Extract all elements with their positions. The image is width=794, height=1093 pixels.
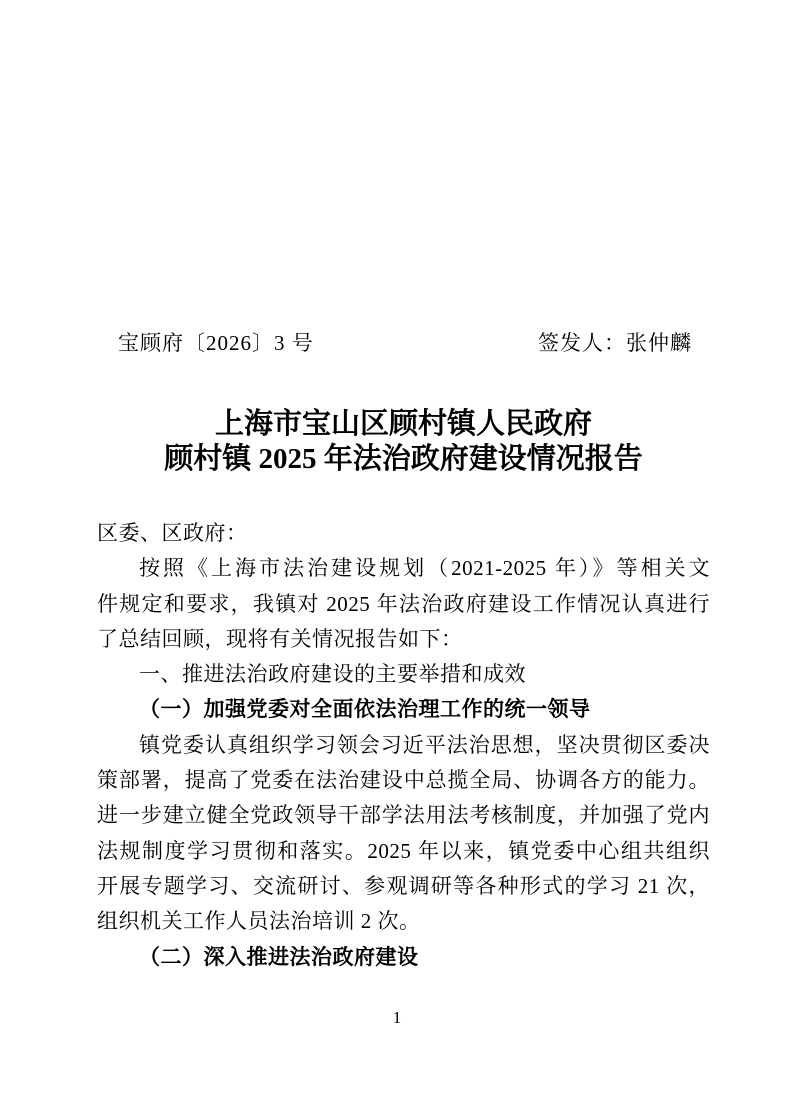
page-number: 1 — [392, 1008, 402, 1027]
paragraph-line: 策部署，提高了党委在法治建设中总揽全局、协调各方的能力。 — [97, 768, 710, 793]
paragraph-line: 镇党委认真组织学习领会习近平法治思想，坚决贯彻区委决 — [139, 732, 710, 757]
document-body — [97, 516, 710, 975]
paragraph-line: 按照《上海市法治建设规划（2021-2025 年）》等相关文 — [139, 556, 710, 581]
paragraph-line: 开展专题学习、交流研讨、参观调研等各种形式的学习 21 次， — [97, 873, 710, 898]
paragraph-line: 法规制度学习贯彻和落实。2025 年以来，镇党委中心组共组织 — [97, 838, 710, 863]
paragraph-line: 进一步建立健全党政领导干部学法用法考核制度，并加强了党内 — [97, 803, 710, 828]
doc-number: 宝顾府〔2026〕3 号 — [118, 331, 314, 355]
issuer-name: 签发人：张仲麟 — [538, 331, 692, 355]
salutation: 区委、区政府： — [97, 521, 248, 545]
document-title — [97, 407, 710, 477]
subsection-heading: （二）深入推进法治政府建设 — [139, 944, 419, 969]
paragraph-line: 件规定和要求，我镇对 2025 年法治政府建设工作情况认真进行 — [97, 591, 710, 616]
document-header-row — [97, 330, 710, 357]
title-line-2: 顾村镇 2025 年法治政府建设情况报告 — [164, 443, 643, 475]
paragraph-line: 了总结回顾，现将有关情况报告如下： — [97, 626, 463, 651]
subsection-heading: （一）加强党委对全面依法治理工作的统一领导 — [139, 697, 591, 722]
section-heading: 一、推进法治政府建设的主要举措和成效 — [139, 663, 526, 687]
paragraph-line: 组织机关工作人员法治培训 2 次。 — [97, 909, 421, 934]
title-line-1: 上海市宝山区顾村镇人民政府 — [214, 408, 592, 440]
